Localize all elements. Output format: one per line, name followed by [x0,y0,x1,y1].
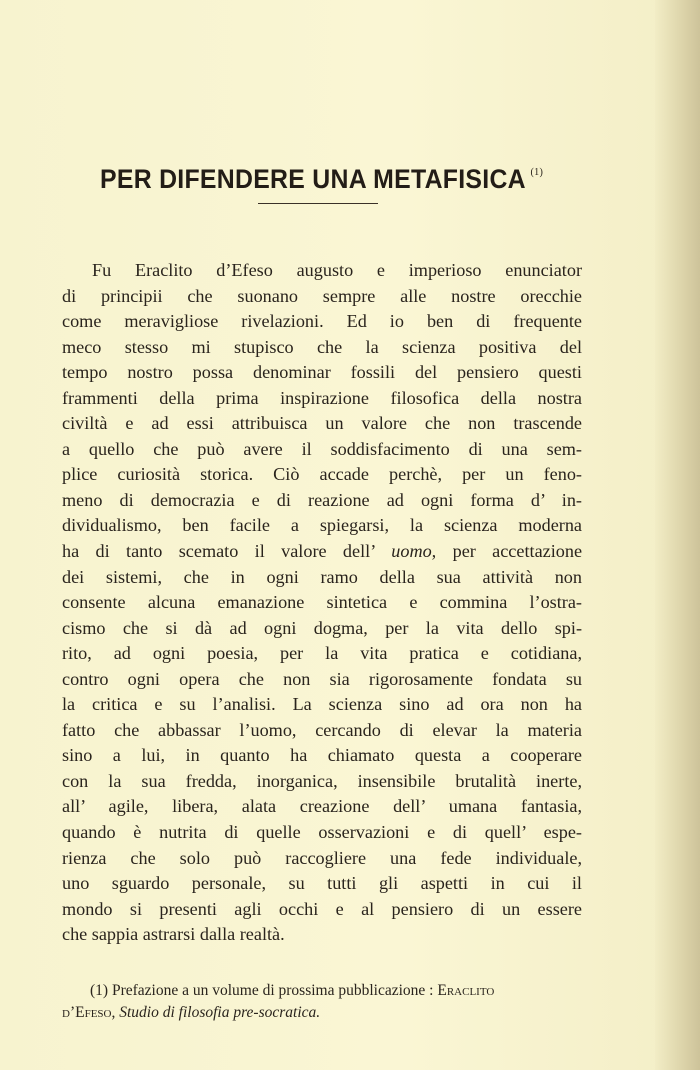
text-line: Fu Eraclito d’Efeso augusto e imperioso enunciator [92,260,582,280]
text-line: meno di democrazia e di reazione ad ogni forma d’ in- [62,489,582,510]
text-line: uno sguardo personale, su tutti gli aspetti in cui il [62,873,582,894]
footnote-author-cont: d’Efeso, [62,1003,116,1021]
text-line: plice curiosità storica. Ciò accade perchè, per un feno- [62,464,582,485]
title-underline [258,203,378,204]
text-line: frammenti della prima inspirazione filosofica della nostra [62,387,582,408]
chapter-title-text: PER DIFENDERE UNA METAFISICA [100,164,526,194]
page-edge-shadow [655,0,700,1070]
text-line: rito, ad ogni poesia, per la vita pratica e cotidiana, [62,643,582,664]
footnote-line [62,980,582,1002]
text-line-head: ha di tanto scemato il valore dell’ [62,541,375,562]
text-line: quando è nutrita di quelle osservazioni e di quell’ espe- [62,822,582,843]
text-line: meco stesso mi stupisco che la scienza positiva del [62,336,582,357]
text-line: all’ agile, libera, alata creazione dell’ umana fantasia, [62,796,582,817]
text-line: consente alcuna emanazione sintetica e commina l’ostra- [62,592,582,613]
text-line-tail: per accettazione [452,541,583,562]
text-line: cismo che si dà ad ogni dogma, per la vita dello spi- [62,617,582,638]
text-line: contro ogni opera che non sia rigorosamente fondata su [62,668,582,689]
footnote-text: Prefazione a un volume di prossima pubblicazione : [111,982,434,999]
text-line: dei sistemi, che in ogni ramo della sua attività non [62,566,582,587]
chapter-title [100,164,543,195]
text-line: a quello che può avere il soddisfacimento di una sem- [62,438,582,459]
text-line: con la sua fredda, inorganica, insensibile brutalità inerte, [62,770,582,791]
text-line: come meravigliose rivelazioni. Ed io ben di frequente [62,311,582,332]
footnote-marker: (1) [90,982,109,999]
text-line: sino a lui, in quanto ha chiamato questa a cooperare [62,745,582,766]
footnote-author: Eraclito [437,982,495,999]
footnote-line [62,1002,582,1024]
text-line: rienza che solo può raccogliere una fede individuale, [62,847,582,868]
text-line: fatto che abbassar l’uomo, cercando di elevar la materia [62,719,582,740]
text-line: la critica e su l’analisi. La scienza sino ad ora non ha [62,694,582,715]
italic-word: uomo, [391,541,437,562]
body-paragraph [62,258,582,948]
text-line: tempo nostro possa denominar fossili del pensiero questi [62,362,582,383]
footnote [62,980,582,1023]
text-line: mondo si presenti agli occhi e al pensiero di un essere [62,898,582,919]
footnote-work-title: Studio di filosofia pre-socratica. [119,1003,321,1021]
text-line: dividualismo, ben facile a spiegarsi, la scienza moderna [62,515,582,536]
text-line: di principii che suonano sempre alle nostre orecchie [62,285,582,306]
text-line: che sappia astrarsi dalla realtà. [62,924,285,945]
text-line [62,539,582,565]
footnote-reference: (1) [530,166,544,178]
text-line: civiltà e ad essi attribuisca un valore che non trascende [62,413,582,434]
